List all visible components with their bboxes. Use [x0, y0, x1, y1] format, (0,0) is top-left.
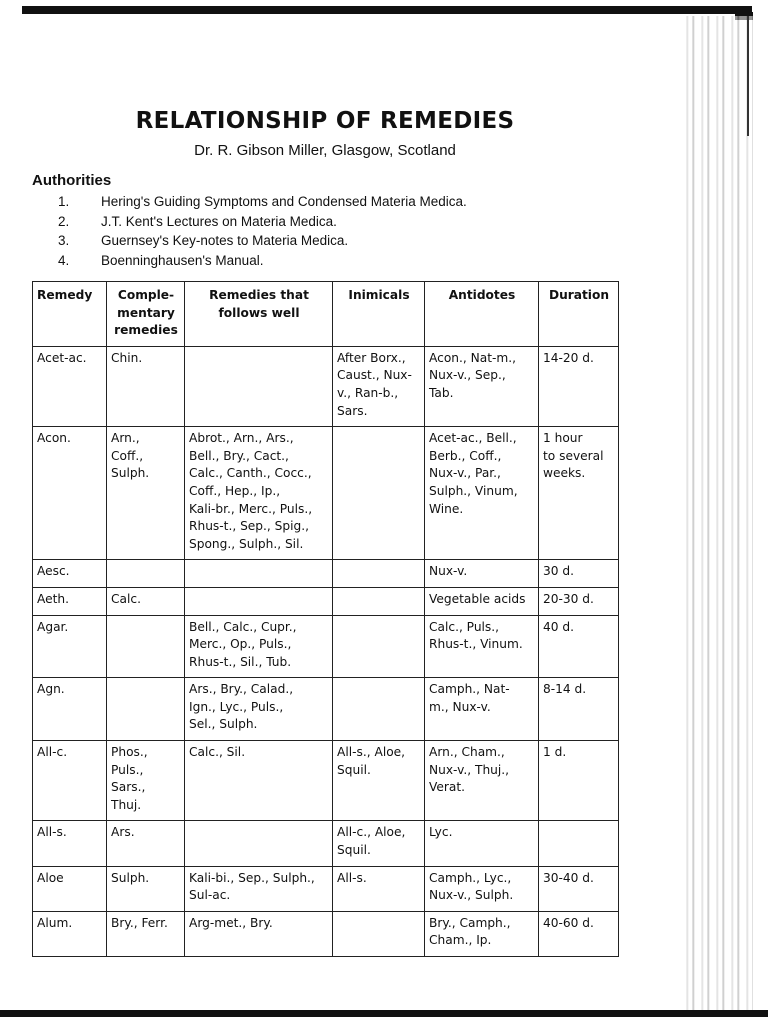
cell-inimicals [333, 560, 425, 588]
cell-complementary: Sulph. [107, 866, 185, 911]
cell-complementary: Phos., Puls., Sars., Thuj. [107, 741, 185, 821]
cell-antidotes: Lyc. [425, 821, 539, 866]
top-border-rule [22, 6, 752, 14]
cell-duration [539, 821, 619, 866]
cell-complementary: Calc. [107, 587, 185, 615]
authority-number: 2. [58, 213, 70, 229]
cell-follows-well [185, 821, 333, 866]
table-row [33, 560, 619, 588]
authority-text: Hering's Guiding Symptoms and Condensed Materia Medica. [101, 194, 467, 209]
cell-remedy: Aeth. [33, 587, 107, 615]
cell-complementary: Bry., Ferr. [107, 911, 185, 956]
authority-text: J.T. Kent's Lectures on Materia Medica. [101, 213, 337, 229]
table-header-row [33, 282, 619, 347]
cell-inimicals: All-c., Aloe, Squil. [333, 821, 425, 866]
authorities-list [58, 192, 467, 270]
cell-complementary [107, 615, 185, 678]
table-row [33, 427, 619, 560]
cell-follows-well: Kali-bi., Sep., Sulph., Sul-ac. [185, 866, 333, 911]
book-spine-shadow [683, 16, 753, 1012]
cell-antidotes: Bry., Camph., Cham., Ip. [425, 911, 539, 956]
cell-remedy: Alum. [33, 911, 107, 956]
cell-follows-well [185, 560, 333, 588]
cell-follows-well [185, 346, 333, 426]
cell-follows-well [185, 587, 333, 615]
authority-item [58, 251, 467, 271]
cell-inimicals [333, 615, 425, 678]
cell-duration: 40-60 d. [539, 911, 619, 956]
cell-inimicals: All-s. [333, 866, 425, 911]
cell-remedy: Acet-ac. [33, 346, 107, 426]
header-antidotes: Antidotes [425, 282, 539, 347]
cell-inimicals [333, 911, 425, 956]
authority-text: Boenninghausen's Manual. [101, 252, 264, 268]
table-row [33, 741, 619, 821]
authority-number: 1. [58, 194, 70, 209]
authority-item [58, 192, 467, 212]
cell-inimicals: All-s., Aloe, Squil. [333, 741, 425, 821]
cell-duration: 40 d. [539, 615, 619, 678]
cell-remedy: Aloe [33, 866, 107, 911]
cell-follows-well: Arg-met., Bry. [185, 911, 333, 956]
table-row [33, 866, 619, 911]
cell-remedy: All-c. [33, 741, 107, 821]
header-follows-well: Remedies that follows well [185, 282, 333, 347]
cell-antidotes: Arn., Cham., Nux-v., Thuj., Verat. [425, 741, 539, 821]
cell-antidotes: Camph., Nat- m., Nux-v. [425, 678, 539, 741]
cell-remedy: Aesc. [33, 560, 107, 588]
header-inimicals: Inimicals [333, 282, 425, 347]
cell-inimicals: After Borx., Caust., Nux- v., Ran-b., Sars. [333, 346, 425, 426]
cell-antidotes: Vegetable acids [425, 587, 539, 615]
table-row [33, 678, 619, 741]
cell-inimicals [333, 427, 425, 560]
cell-follows-well: Bell., Calc., Cupr., Merc., Op., Puls., Rhus-t., Sil., Tub. [185, 615, 333, 678]
cell-antidotes: Acon., Nat-m., Nux-v., Sep., Tab. [425, 346, 539, 426]
cell-remedy: Acon. [33, 427, 107, 560]
cell-duration: 30 d. [539, 560, 619, 588]
authority-item [58, 231, 467, 251]
cell-remedy: Agar. [33, 615, 107, 678]
cell-inimicals [333, 678, 425, 741]
cell-duration: 1 hour to several weeks. [539, 427, 619, 560]
book-spine-line [747, 16, 749, 136]
cell-antidotes: Calc., Puls., Rhus-t., Vinum. [425, 615, 539, 678]
cell-antidotes: Acet-ac., Bell., Berb., Coff., Nux-v., Par., Sulph., Vinum, Wine. [425, 427, 539, 560]
authority-text: Guernsey's Key-notes to Materia Medica. [101, 233, 349, 248]
cell-inimicals [333, 587, 425, 615]
cell-antidotes: Camph., Lyc., Nux-v., Sulph. [425, 866, 539, 911]
bottom-border-rule [0, 1010, 768, 1017]
remedies-relationship-table [32, 281, 619, 957]
authority-item [58, 212, 467, 232]
cell-complementary: Arn., Coff., Sulph. [107, 427, 185, 560]
table-row [33, 587, 619, 615]
cell-remedy: Agn. [33, 678, 107, 741]
authority-number: 4. [58, 252, 70, 268]
cell-follows-well: Abrot., Arn., Ars., Bell., Bry., Cact., Calc., Canth., Cocc., Coff., Hep., Ip., Kali-br., Merc., Puls., Rhus-t., Sep., Spig., Spong., Sulph., Sil. [185, 427, 333, 560]
table-row [33, 911, 619, 956]
cell-remedy: All-s. [33, 821, 107, 866]
cell-duration: 1 d. [539, 741, 619, 821]
cell-complementary [107, 560, 185, 588]
table-row [33, 615, 619, 678]
table-row [33, 346, 619, 426]
cell-complementary [107, 678, 185, 741]
table-row [33, 821, 619, 866]
cell-duration: 30-40 d. [539, 866, 619, 911]
cell-follows-well: Ars., Bry., Calad., Ign., Lyc., Puls., Sel., Sulph. [185, 678, 333, 741]
cell-follows-well: Calc., Sil. [185, 741, 333, 821]
cell-complementary: Ars. [107, 821, 185, 866]
authority-number: 3. [58, 233, 70, 248]
header-complementary: Comple- mentary remedies [107, 282, 185, 347]
page-title: RELATIONSHIP OF REMEDIES [135, 108, 515, 134]
cell-antidotes: Nux-v. [425, 560, 539, 588]
header-duration: Duration [539, 282, 619, 347]
header-remedy: Remedy [33, 282, 107, 347]
authorities-heading: Authorities [32, 172, 112, 189]
cell-duration: 20-30 d. [539, 587, 619, 615]
cell-complementary: Chin. [107, 346, 185, 426]
cell-duration: 14-20 d. [539, 346, 619, 426]
cell-duration: 8-14 d. [539, 678, 619, 741]
page-subtitle: Dr. R. Gibson Miller, Glasgow, Scotland [194, 142, 456, 159]
